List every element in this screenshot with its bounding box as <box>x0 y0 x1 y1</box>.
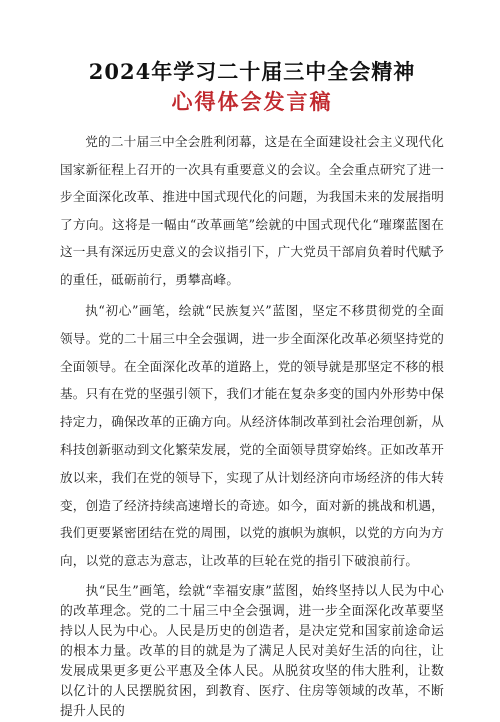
document-title: 2024年学习二十届三中全会精神 <box>88 59 416 84</box>
paragraph-2: 执“初心”画笔，绘就“民族复兴”蓝图，坚定不移贯彻党的全面领导。党的二十届三中全会强调，进一步全面深化改革必须坚持党的全面领导。在全面深化改革的道路上，党的领导就是那坚定不移的根基。只有在党的坚强引领下，我们才能在复杂多变的国内外形势中保持定力，确保改革的正确方向。从经济体制改革到社会治理创新，从科技创新驱动到文化繁荣发展，党的全面领导贯穿始终。正如改革开放以来，我们在党的领导下，实现了从计划经济向市场经济的伟大转变，创造了经济持续高速增长的奇迹。如今，面对新的挑战和机遇，我们更要紧密团结在党的周围，以党的旗帜为旗帜，以党的方向为方向，以党的意志为意志，让改革的巨轮在党的指引下破浪前行。 <box>60 303 444 569</box>
document-subtitle: 心得体会发言稿 <box>171 89 333 114</box>
paragraph-3: 执“民生”画笔，绘就“幸福安康”蓝图，始终坚持以人民为中心的改革理念。党的二十届三中全会强调，进一步全面深化改革要坚持以人民为中心。人民是历史的创造者，是决定党和国家前途命运的根本力量。改革的目的就是为了满足人民对美好生活的向往，让发展成果更多更公平惠及全体人民。从脱贫攻坚的伟大胜利，让数以亿计的人民摆脱贫困，到教育、医疗、住房等领域的改革，不断提升人民的 <box>60 583 444 719</box>
paragraph-1: 党的二十届三中全会胜利闭幕，这是在全面建设社会主义现代化国家新征程上召开的一次具有重要意义的会议。全会重点研究了进一步全面深化改革、推进中国式现代化的问题，为我国未来的发展指明了方向。这将是一幅由“改革画笔”绘就的中国式现代化“璀璨蓝图在这一具有深远历史意义的会议指引下，广大党员干部肩负着时代赋予的重任，砥砺前行，勇攀高峰。 <box>60 134 444 287</box>
